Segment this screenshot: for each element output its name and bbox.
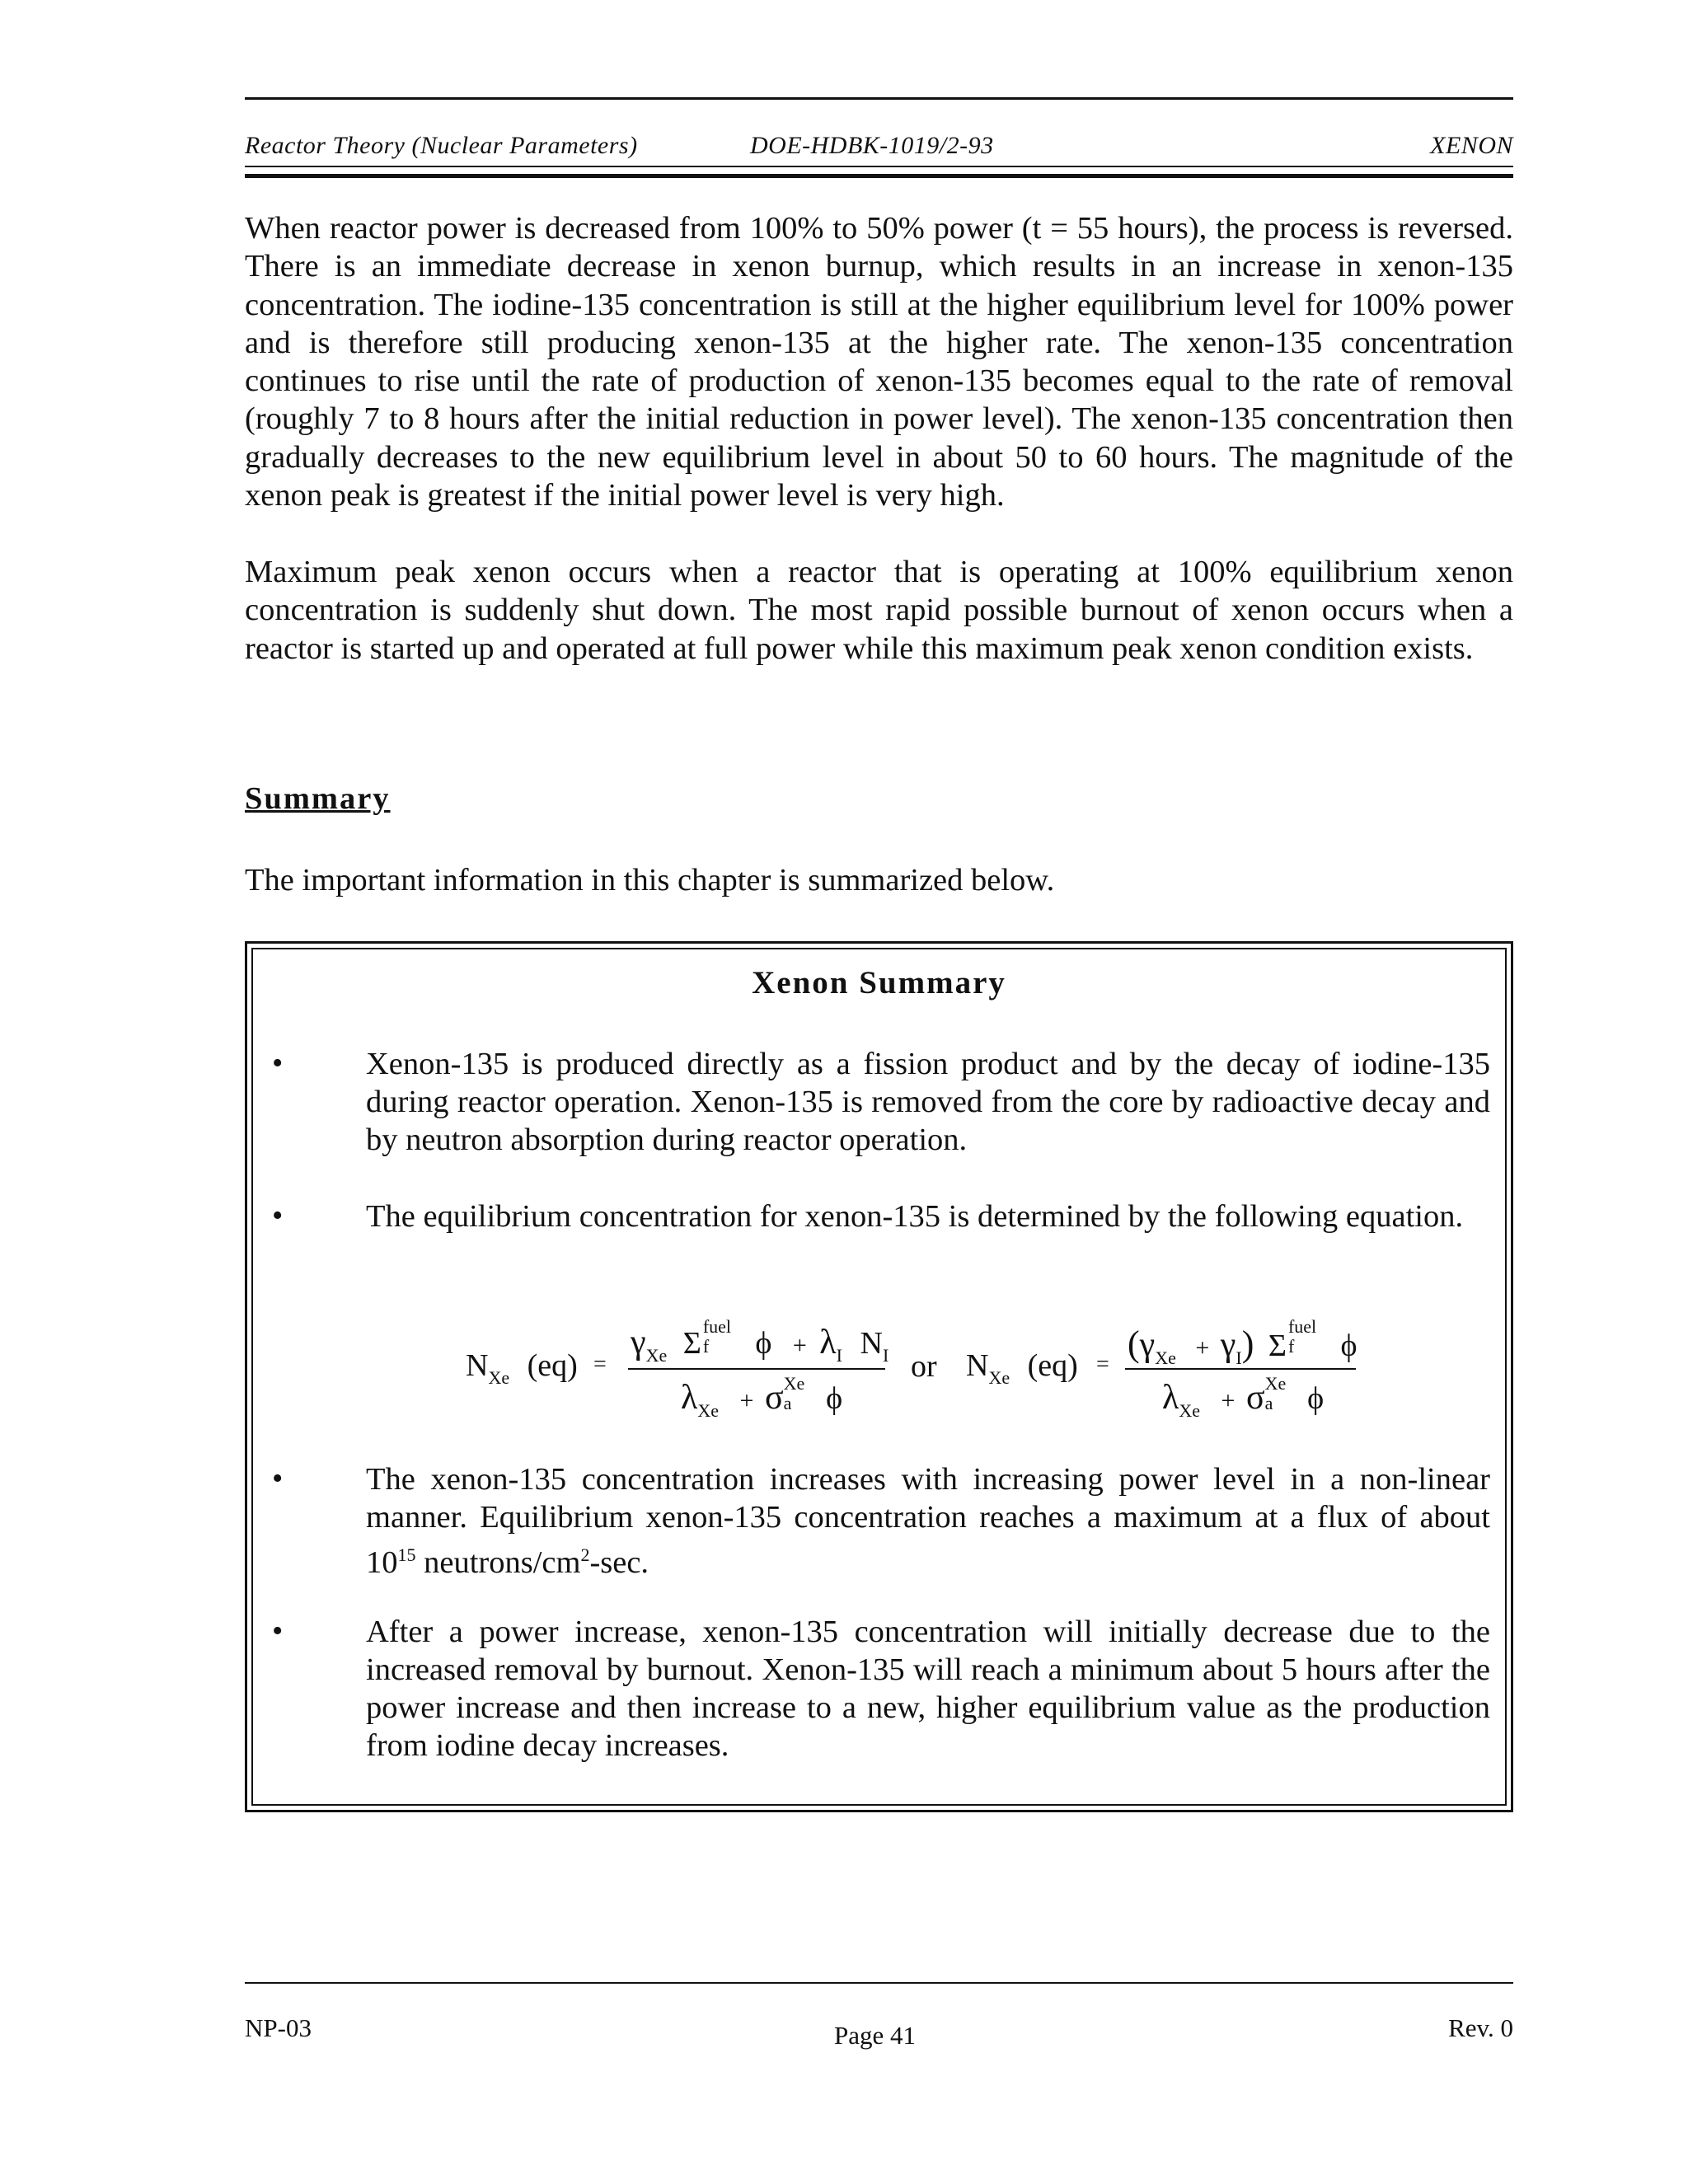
footer-page-number: Page 41 xyxy=(834,2021,917,2050)
eq2-numerator: $(\gamma_{Xe} + \gamma_I)$ Σ fuel f ϕ xyxy=(1128,1316,1357,1368)
header-left: Reactor Theory (Nuclear Parameters) xyxy=(245,132,638,159)
header-rule-thick xyxy=(245,174,1513,178)
footer-rule xyxy=(245,1982,1513,1984)
eq2-equals: = xyxy=(1096,1352,1109,1377)
bullet-4-text: After a power increase, xenon-135 concentration will initially decrease due to the increased removal by burnout. Xenon-135 will reach a minimum about 5 hours after the power increase and then increase to a new, higher equilibrium value as the production from iodine decay increases. xyxy=(366,1615,1490,1763)
bullet-1-text: Xenon-135 is produced directly as a fission product and by the decay of iodine-135 during reactor operation. Xenon-135 is removed from the core by radioactive decay and by neutron absorption during reactor operation. xyxy=(366,1047,1490,1157)
header-center: DOE-HDBK-1019/2-93 xyxy=(750,132,994,159)
bullet-3-marker: • xyxy=(272,1461,284,1496)
footer-left: NP-03 xyxy=(245,2013,312,2042)
bullet-3-text: The xenon-135 concentration increases with increasing power level in a non-linear manner. Equilibrium xenon-135 concentration reaches a maximum at a flux of about $10^{15}$ neutrons/$cm^2-\sec$. xyxy=(366,1462,1490,1580)
paragraph-peak-xenon: Maximum peak xenon occurs when a reactor that is operating at 100% equilibrium xenon concentration is suddenly shut down. The most rapid possible burnout of xenon occurs when a reactor is started up and operated at full power while this maximum peak xenon condition exists. xyxy=(245,555,1513,666)
summary-box-title: Xenon Summary xyxy=(752,965,1006,1001)
footer-right: Rev. 0 xyxy=(1448,2013,1513,2042)
eq1-equals: = xyxy=(593,1352,607,1377)
header-rule-thin xyxy=(245,166,1513,167)
eq1-denominator: $\lambda_{Xe} + \sigma$ Xe a ϕ xyxy=(681,1373,843,1421)
eq-or: or xyxy=(911,1349,937,1384)
eq1-lhs: $N_{Xe}$ (eq) xyxy=(466,1348,578,1388)
eq1-fraction-bar xyxy=(628,1368,885,1370)
bullet-1-marker: • xyxy=(272,1046,284,1080)
bullet-2-text: The equilibrium concentration for xenon-135 is determined by the following equation. xyxy=(366,1199,1464,1234)
paragraph-power-decrease: When reactor power is decreased from 100% to 50% power (t = 55 hours), the process is reversed. There is an immediate decrease in xenon burnup, which results in an increase in xenon-135 concentration. The iodine-135 concentration is still at the higher equilibrium level for 100% power and is therefore still producing xenon-135 at the higher rate. The xenon-135 concentration continues to rise until the rate of production of xenon-135 becomes equal to the rate of removal (roughly 7 to 8 hours after the initial reduction in power level). The xenon-135 concentration then gradually decreases to the new equilibrium level in about 50 to 60 hours. The magnitude of the xenon peak is greatest if the initial power level is very high. xyxy=(245,211,1513,513)
header-top-rule xyxy=(245,97,1513,100)
eq2-fraction-bar xyxy=(1125,1368,1356,1370)
eq1-numerator: $\gamma_{Xe}$ Σ fuel f $\phi + \lambda_I$ $N_I$ xyxy=(631,1316,889,1366)
bullet-2-marker: • xyxy=(272,1198,284,1233)
header-right: XENON xyxy=(1430,132,1513,159)
summary-heading: Summary xyxy=(245,781,391,816)
bullet-4-marker: • xyxy=(272,1614,284,1648)
eq2-lhs: $N_{Xe}$ (eq) xyxy=(966,1348,1078,1388)
summary-intro: The important information in this chapter is summarized below. xyxy=(245,863,1055,898)
eq2-denominator: $\lambda_{Xe} + \sigma$ Xe a ϕ xyxy=(1162,1373,1325,1421)
